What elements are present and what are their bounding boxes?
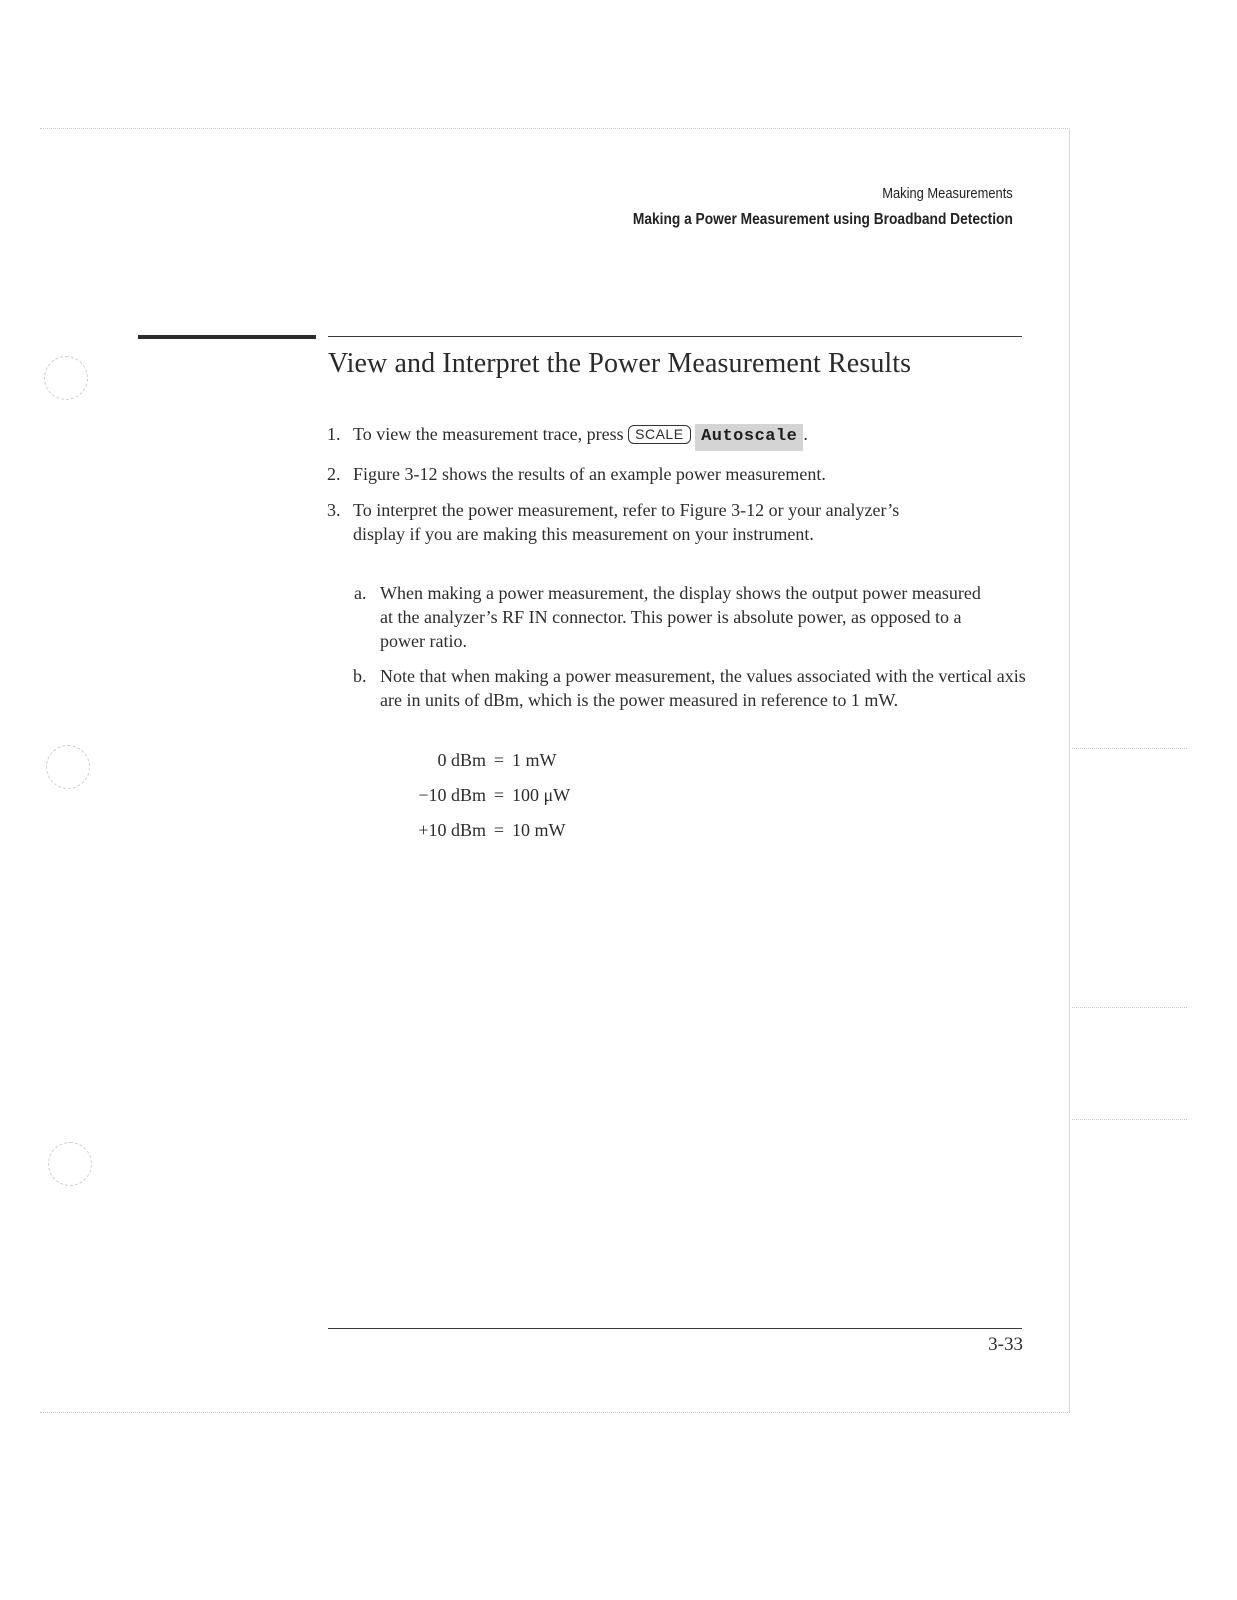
running-header-section: Making a Power Measurement using Broadband Detection [633,211,1013,228]
equation-row [390,818,566,842]
equation-equals: = [493,750,505,770]
step-2-number: 2. [327,464,341,484]
step-1-text-after: . [803,424,808,444]
page-right-edge [1069,128,1070,1412]
equation-rhs: 100 μW [512,785,571,805]
page-bottom-edge [40,1412,1070,1413]
equation-lhs: +10 dBm [418,820,486,840]
step-2-text: Figure 3-12 shows the results of an example power measurement. [353,464,826,484]
scale-key[interactable]: SCALE [628,425,690,444]
equation-equals: = [493,785,505,805]
tab-edge-2 [1072,1007,1187,1008]
substep-a-text: When making a power measurement, the display shows the output power measured at the analyzer’s RF IN connector. This power is absolute power, as opposed to a power ratio. [380,583,981,651]
substep-b-text: Note that when making a power measurement, the values associated with the vertical axis are in units of dBm, which is the power measured in reference to 1 mW. [380,666,1026,710]
footer-rule [328,1328,1022,1329]
substep-b-letter: b. [353,666,367,686]
page-top-edge [40,128,1070,129]
equation-equals: = [493,820,505,840]
section-rule-thick [138,335,316,339]
binder-hole-top [44,356,88,400]
equation-lhs: 0 dBm [437,750,486,770]
binder-hole-middle [46,745,90,789]
tab-edge-3 [1072,1119,1187,1120]
step-3-number: 3. [327,500,341,520]
step-1-text [353,422,808,451]
binder-hole-bottom [48,1142,92,1186]
section-rule-thin [328,336,1022,337]
equation-rhs: 10 mW [512,820,566,840]
running-header-chapter: Making Measurements [882,185,1013,202]
step-1-number: 1. [327,424,341,444]
equation-row [390,748,557,772]
step-3-text: To interpret the power measurement, refer to Figure 3-12 or your analyzer’s display if you are making this measurement on your instrument. [353,500,900,544]
tab-edge-1 [1072,748,1187,749]
equation-row [390,783,570,807]
substep-a-letter: a. [354,583,367,603]
equation-rhs: 1 mW [512,750,557,770]
equation-lhs: −10 dBm [418,785,486,805]
section-title: View and Interpret the Power Measurement Results [328,348,912,379]
autoscale-softkey[interactable]: Autoscale [695,424,803,451]
step-1-text-before: To view the measurement trace, press [353,424,624,444]
page-number: 3-33 [988,1334,1023,1355]
